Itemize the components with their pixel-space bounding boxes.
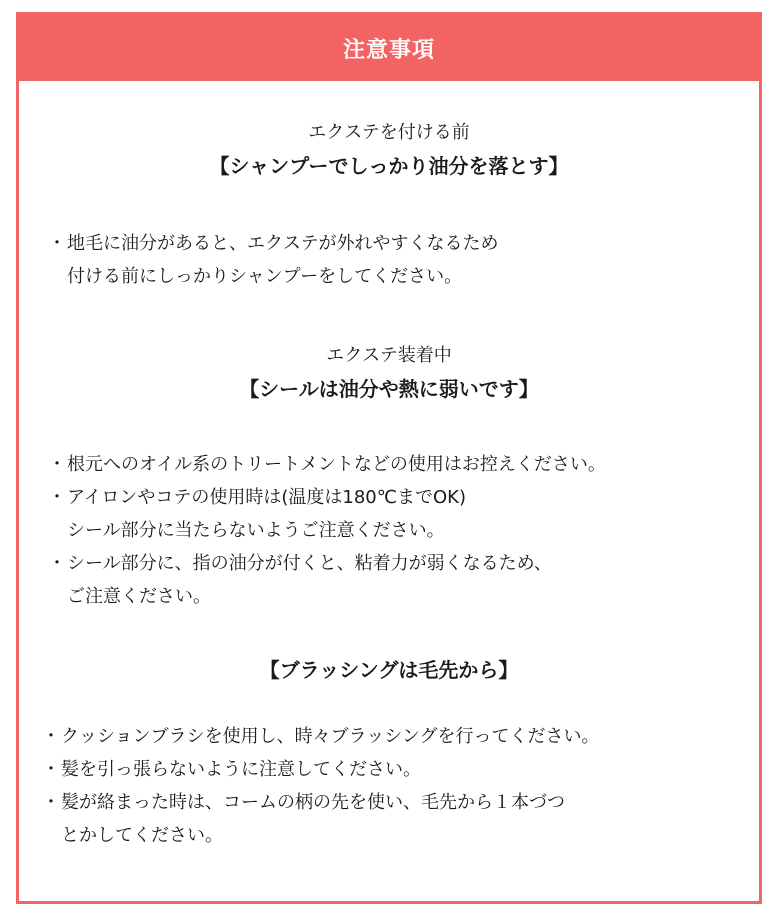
bullet-item xyxy=(47,481,606,547)
bullet-line: 根元へのオイル系のトリートメントなどの使用はお控えください。 xyxy=(67,454,606,475)
bullet-line: シール部分に当たらないようご注意ください。 xyxy=(67,520,445,541)
bullet-list-shampoo xyxy=(47,227,498,293)
bullet-line: アイロンやコテの使用時は(温度は180℃までOK) xyxy=(67,487,466,508)
bullet-item xyxy=(41,720,599,753)
bullet-line: 付ける前にしっかりシャンプーをしてください。 xyxy=(67,266,463,287)
bullet-item xyxy=(47,547,606,613)
bullet-line: 髪を引っ張らないように注意してください。 xyxy=(61,759,421,780)
bullet-line: ご注意ください。 xyxy=(67,586,211,607)
notice-card xyxy=(16,12,762,904)
bullet-item xyxy=(47,227,498,293)
section-subtitle-before: エクステを付ける前 xyxy=(308,122,470,143)
notice-header xyxy=(19,15,759,81)
bullet-line: とかしてください。 xyxy=(61,825,223,846)
bullet-line: 地毛に油分があると、エクステが外れやすくなるため xyxy=(67,233,499,254)
section-title-shampoo: 【シャンプーでしっかり油分を落とす】 xyxy=(209,154,569,178)
notice-title: 注意事項 xyxy=(342,37,435,63)
section-subtitle-during: エクステ装着中 xyxy=(326,345,452,366)
bullet-line: シール部分に、指の油分が付くと、粘着力が弱くなるため、 xyxy=(67,553,552,574)
bullet-item xyxy=(41,786,599,852)
bullet-line: クッションブラシを使用し、時々ブラッシングを行ってください。 xyxy=(61,726,600,747)
bullet-line: 髪が絡まった時は、コームの柄の先を使い、毛先から１本づつ xyxy=(61,792,565,813)
bullet-list-brushing xyxy=(41,720,599,852)
bullet-item xyxy=(47,448,606,481)
section-title-seal: 【シールは油分や熱に弱いです】 xyxy=(239,377,539,401)
section-title-brushing: 【ブラッシングは毛先から】 xyxy=(259,658,519,682)
bullet-item xyxy=(41,753,599,786)
bullet-list-seal xyxy=(47,448,606,613)
